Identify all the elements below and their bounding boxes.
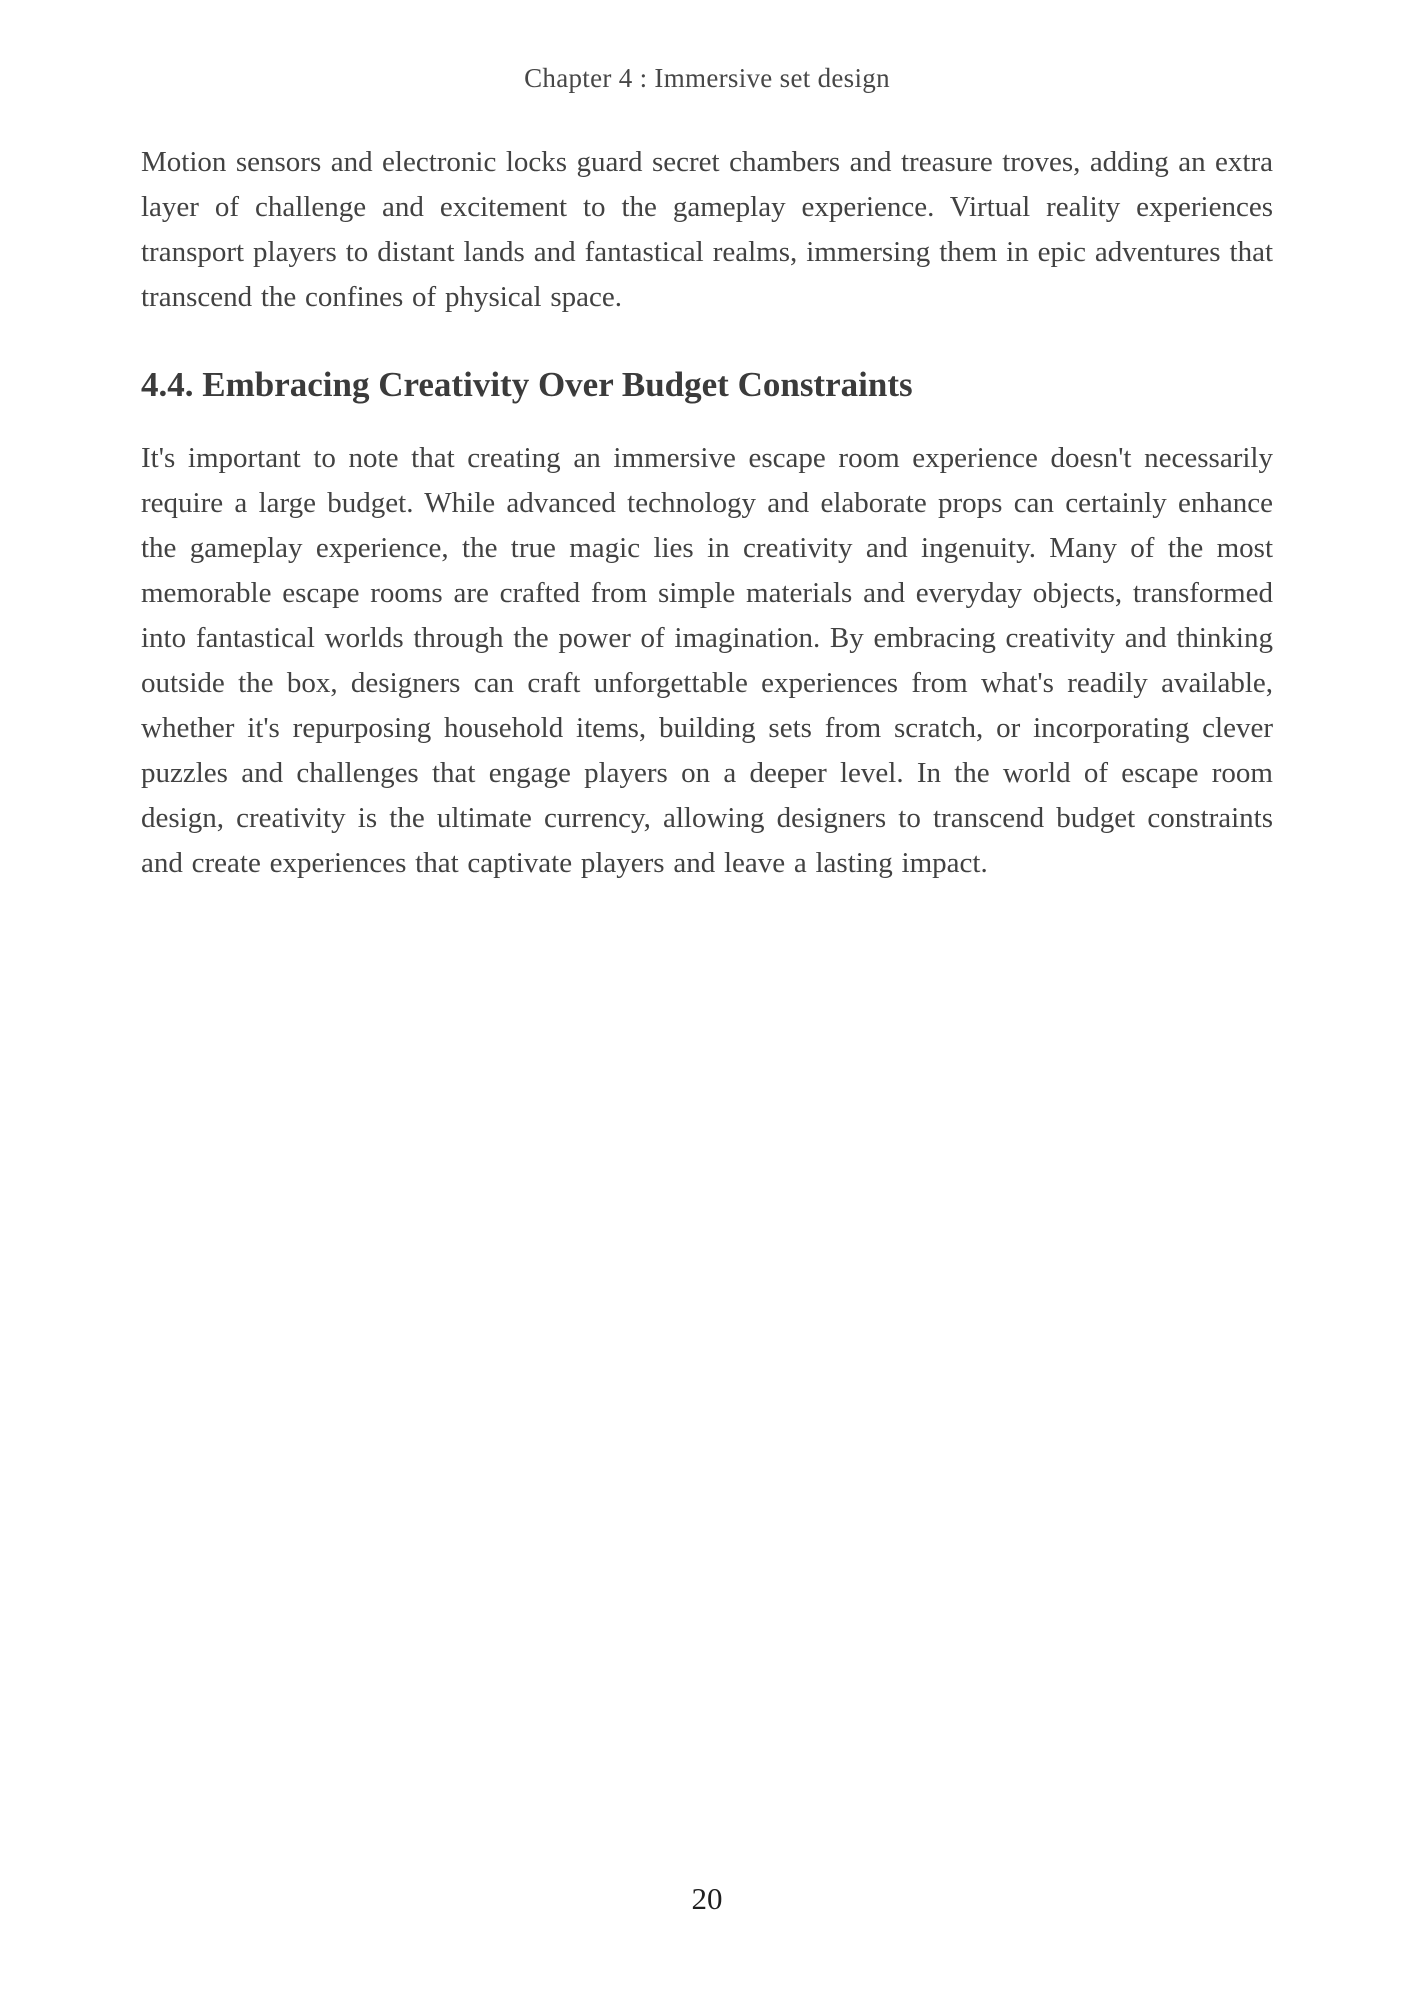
paragraph-creativity-over-budget: It's important to note that creating an immersive escape room experience doesn't necessarily require a large budget. While advanced technology and elaborate props can certainly enhance the gameplay experience, the true magic lies in creativity and ingenuity. Many of the most memorable escape rooms are crafted from simple materials and everyday objects, transformed into fantastical worlds through the power of imagination. By embracing creativity and thinking outside the box, designers can craft unforgettable experiences from what's readily available, whether it's repurposing household items, building sets from scratch, or incorporating clever puzzles and challenges that engage players on a deeper level. In the world of escape room design, creativity is the ultimate currency, allowing designers to transcend budget constraints and create experiences that captivate players and leave a lasting impact. — [141, 442, 1273, 879]
page-number: 20 — [691, 1881, 723, 1916]
running-header: Chapter 4 : Immersive set design — [524, 63, 890, 93]
paragraph-motion-sensors: Motion sensors and electronic locks guard secret chambers and treasure troves, adding an extra layer of challenge and excitement to the gameplay experience. Virtual reality experiences transport players to distant lands and fantastical realms, immersing them in epic adventures that transcend the confines of physical space. — [141, 146, 1273, 313]
section-heading-4-4: 4.4. Embracing Creativity Over Budget Constraints — [141, 365, 913, 404]
